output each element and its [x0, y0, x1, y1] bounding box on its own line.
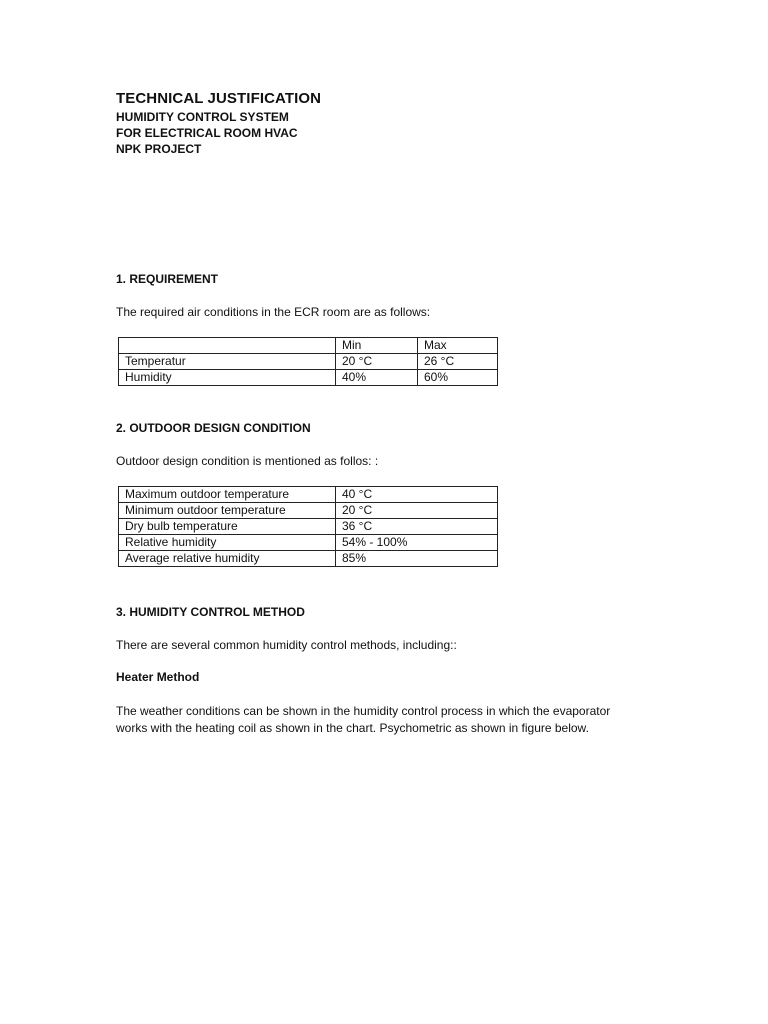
table-cell: 40%: [336, 370, 418, 386]
subtitle-line-1: HUMIDITY CONTROL SYSTEM: [116, 110, 289, 124]
table-cell: Minimum outdoor temperature: [119, 503, 336, 519]
table-cell: Dry bulb temperature: [119, 519, 336, 535]
section-2-heading: 2. OUTDOOR DESIGN CONDITION: [116, 421, 311, 435]
table-row: [119, 354, 498, 370]
requirement-table: [118, 337, 498, 386]
table-cell: 20 °C: [336, 503, 498, 519]
section-3-heading: 3. HUMIDITY CONTROL METHOD: [116, 605, 305, 619]
table-row: [119, 487, 498, 503]
table-cell: 54% - 100%: [336, 535, 498, 551]
table-cell: Relative humidity: [119, 535, 336, 551]
section-3-body: The weather conditions can be shown in the humidity control process in which the evaporator works with the heating coil as shown in the chart. Psychometric as shown in figure below.: [116, 704, 611, 735]
table-cell: Humidity: [119, 370, 336, 386]
table-row: [119, 503, 498, 519]
table-row: [119, 370, 498, 386]
outdoor-condition-table: [118, 486, 498, 567]
table-cell: 36 °C: [336, 519, 498, 535]
subtitle-line-3: NPK PROJECT: [116, 142, 202, 156]
table-cell: 40 °C: [336, 487, 498, 503]
table-cell: Temperatur: [119, 354, 336, 370]
section-1-heading: 1. REQUIREMENT: [116, 272, 219, 286]
section-3-intro: There are several common humidity control methods, including::: [116, 638, 457, 652]
table-cell: Average relative humidity: [119, 551, 336, 567]
table-cell: 26 °C: [418, 354, 498, 370]
table-row: [119, 519, 498, 535]
table-cell: 20 °C: [336, 354, 418, 370]
section-1-intro: The required air conditions in the ECR room are as follows:: [116, 305, 431, 319]
table-header-cell: [119, 338, 336, 354]
section-3-subheading: Heater Method: [116, 670, 200, 684]
table-row: [119, 535, 498, 551]
table-cell: 60%: [418, 370, 498, 386]
document-title: TECHNICAL JUSTIFICATION: [116, 90, 322, 107]
table-header-cell: Min: [336, 338, 418, 354]
table-row: [119, 551, 498, 567]
subtitle-line-2: FOR ELECTRICAL ROOM HVAC: [116, 126, 298, 140]
table-header-cell: Max: [418, 338, 498, 354]
table-cell: Maximum outdoor temperature: [119, 487, 336, 503]
section-2-intro: Outdoor design condition is mentioned as follos: :: [116, 454, 379, 468]
table-cell: 85%: [336, 551, 498, 567]
table-header-row: [119, 338, 498, 354]
